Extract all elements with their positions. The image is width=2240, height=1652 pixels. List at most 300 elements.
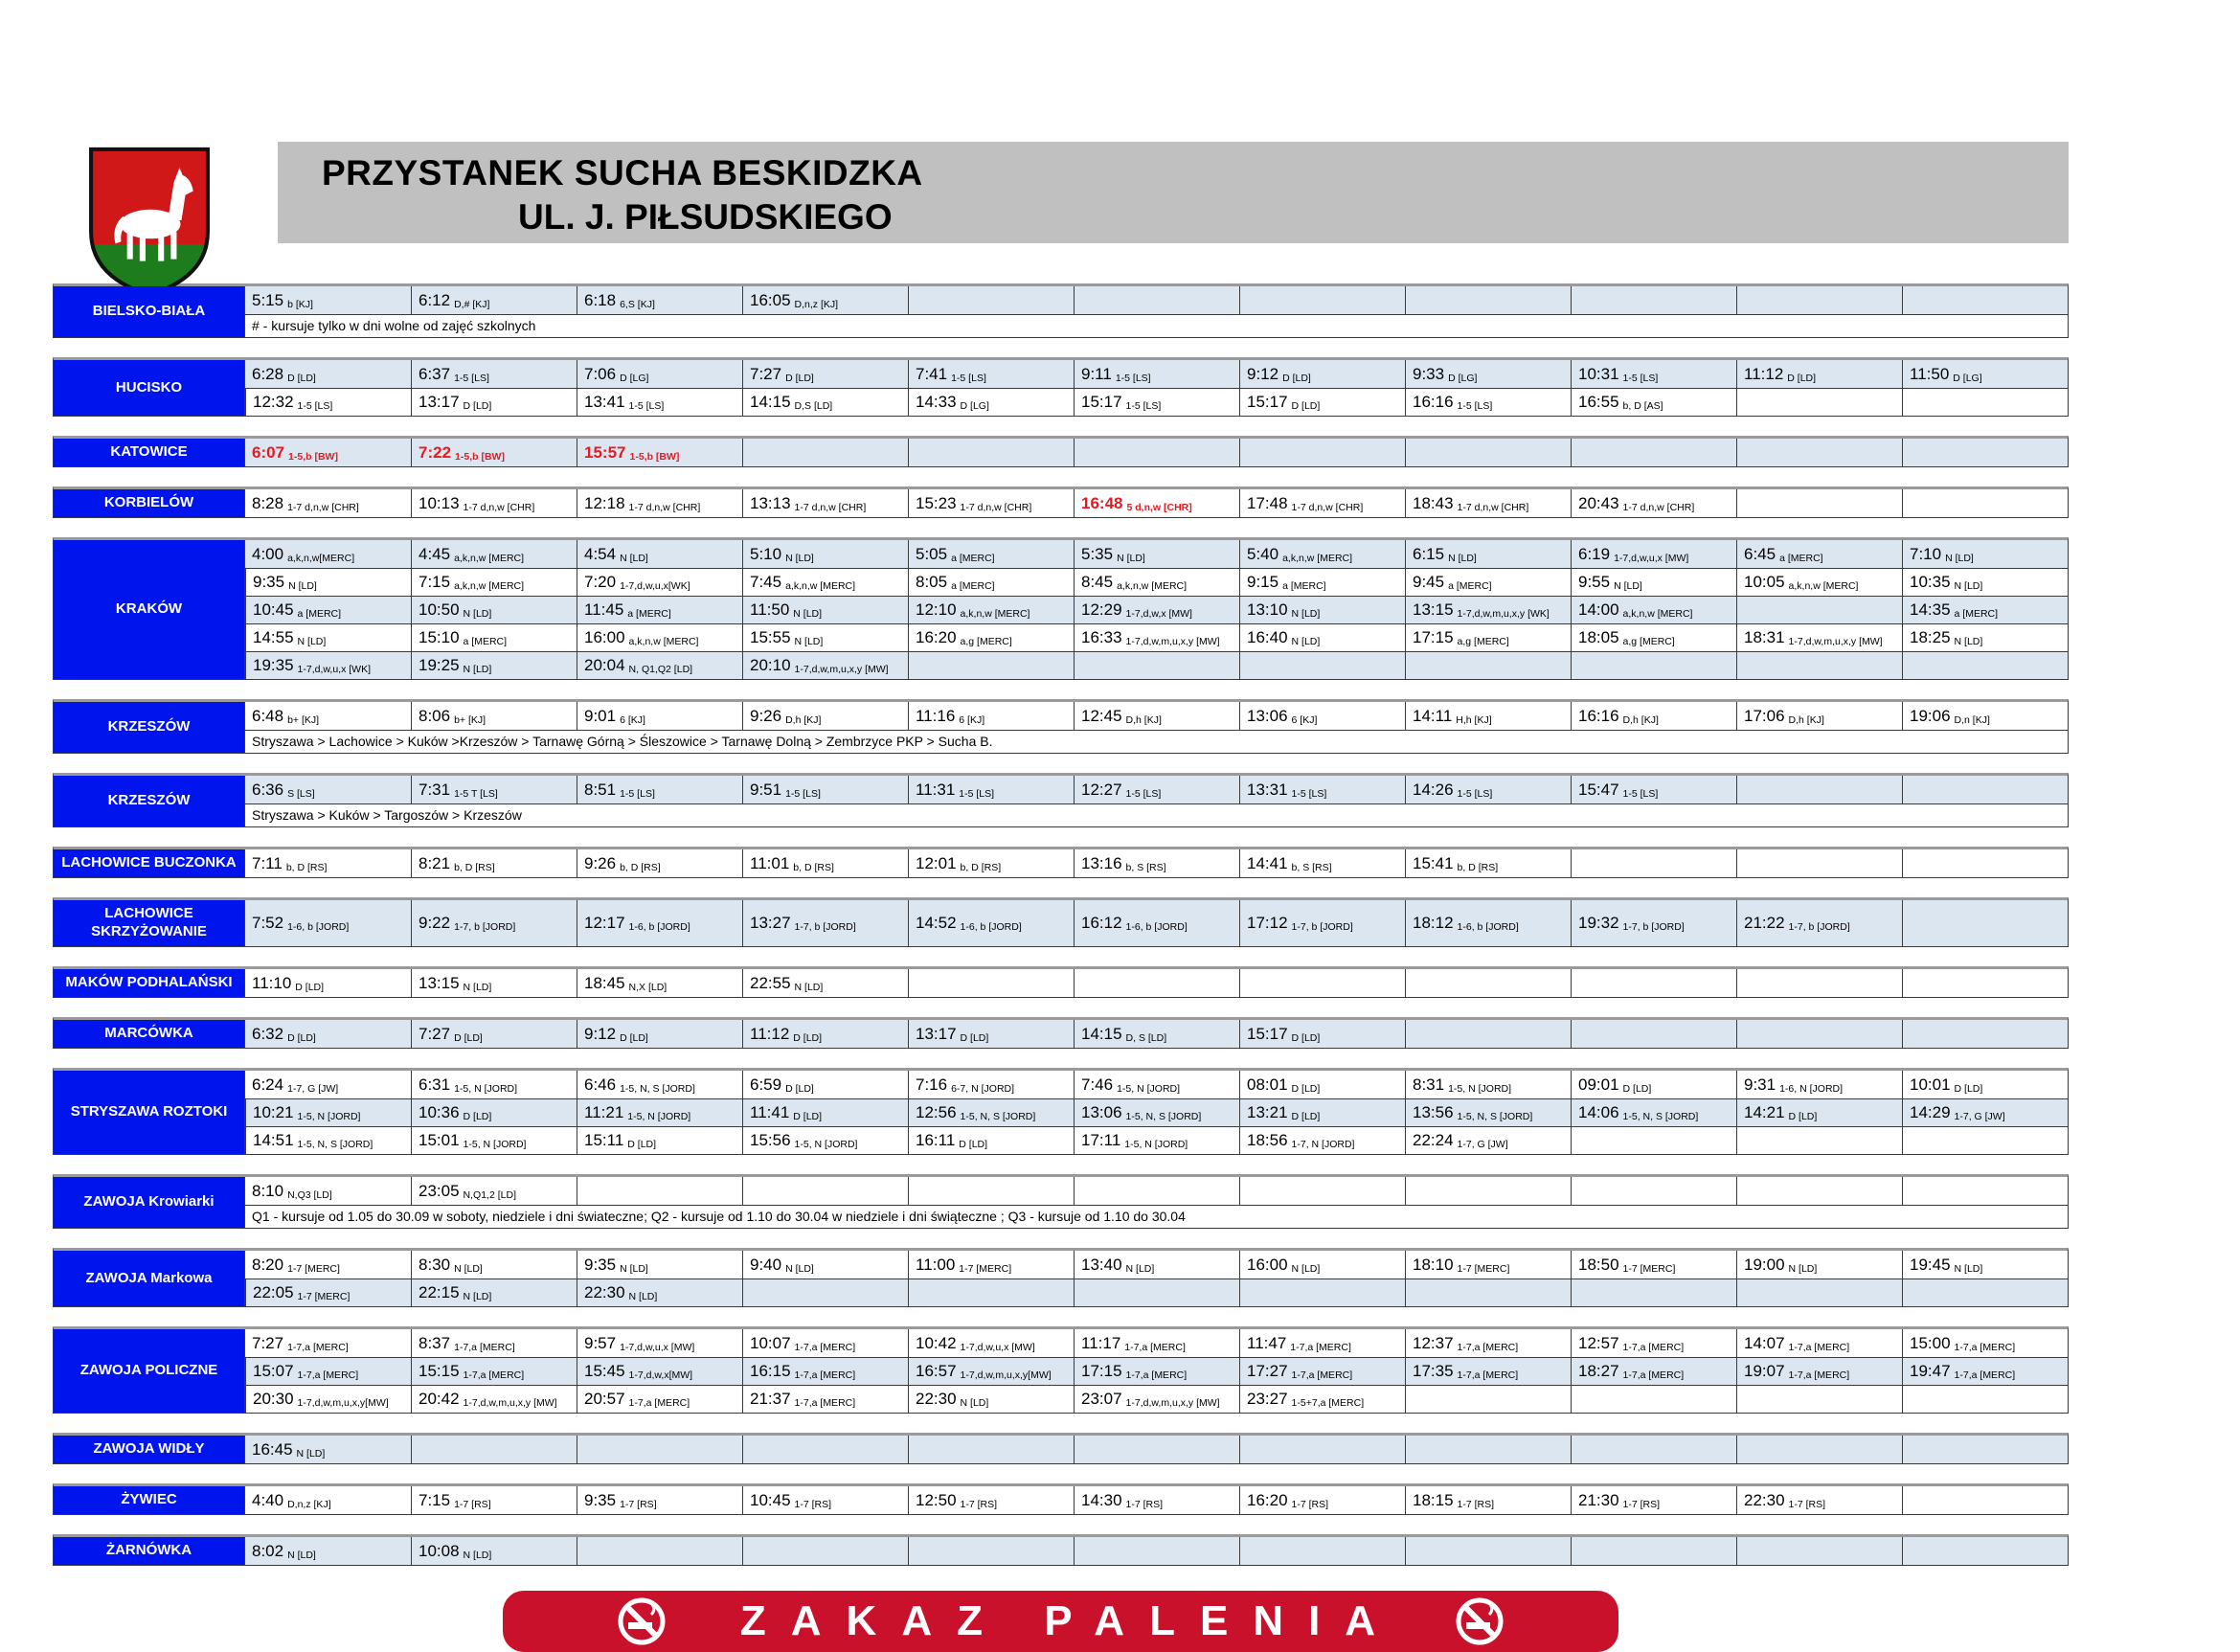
departure-code: a,k,n,w [MERC]: [454, 580, 525, 592]
departure-time: 5:10: [750, 544, 782, 563]
time-cell: [1736, 1357, 1902, 1385]
time-cell: [742, 900, 908, 946]
time-cell: [245, 1251, 411, 1279]
time-cell: [742, 540, 908, 568]
time-cell: [908, 1177, 1074, 1205]
time-cell: [1571, 1385, 1736, 1413]
time-cell: [1405, 776, 1571, 803]
departure-code: a,k,n,w [MERC]: [1788, 580, 1859, 592]
departure-code: 1-7,d,w,m,u,x,y [MW]: [1125, 1397, 1220, 1409]
departure-time: 21:37: [750, 1390, 791, 1408]
time-cell: [908, 1436, 1074, 1463]
departure-time: 14:35: [1910, 600, 1951, 619]
departure-time: 18:12: [1413, 914, 1454, 932]
departure-time: 12:45: [1081, 706, 1122, 725]
time-cell: [1405, 489, 1571, 517]
departure-code: 1-7,a [MERC]: [1954, 1341, 2016, 1353]
time-cell: [742, 439, 908, 466]
departure-time: 12:50: [916, 1490, 957, 1509]
time-cell: [577, 1385, 742, 1413]
departure-time: 7:22: [419, 442, 452, 462]
departure-code: 1-5, N [JORD]: [297, 1111, 361, 1122]
departure-time: 13:16: [1081, 853, 1122, 872]
departure-time: 9:11: [1081, 364, 1112, 383]
departure-code: N [LD]: [794, 636, 824, 647]
departure-code: 1-7,d,w,u,x [WK]: [297, 664, 371, 675]
departure-code: 1-7, b [JORD]: [454, 921, 516, 933]
departure-code: 1-5, N [JORD]: [463, 1139, 527, 1150]
departure-time: 6:45: [1744, 544, 1776, 563]
departure-time: 13:21: [1247, 1103, 1288, 1121]
time-cell: [1074, 360, 1239, 388]
time-cell: [1736, 1279, 1902, 1306]
departure-time: 11:47: [1247, 1333, 1287, 1352]
departure-time: 13:06: [1081, 1103, 1122, 1121]
time-cell: [577, 439, 742, 466]
departure-time: 19:07: [1744, 1362, 1785, 1380]
departure-code: 1-7,a [MERC]: [1788, 1369, 1850, 1381]
departure-time: 14:15: [750, 393, 791, 411]
departure-code: D [LD]: [1282, 372, 1311, 384]
departure-time: 11:21: [584, 1103, 624, 1121]
departure-code: D,h [KJ]: [1125, 713, 1162, 726]
departure-time: 15:47: [1578, 780, 1619, 799]
departure-time: 16:05: [750, 290, 791, 309]
departure-code: S [LS]: [287, 787, 315, 800]
departure-code: N [LD]: [288, 580, 317, 592]
destination-label: LACHOWICE SKRZYŻOWANIE: [54, 900, 245, 946]
time-cell: [1405, 1385, 1571, 1413]
time-cell: [577, 1329, 742, 1357]
departure-code: 1-7 [MERC]: [1457, 1262, 1510, 1275]
timetable-grid: [53, 1174, 2069, 1229]
departure-time: 14:30: [1081, 1490, 1122, 1509]
departure-time: 14:51: [253, 1131, 294, 1149]
departure-time: 11:17: [1081, 1333, 1121, 1352]
departure-code: 1-7,d,w,m,u,x,y [MW]: [1125, 636, 1220, 647]
departure-code: 1-5 [LS]: [785, 787, 821, 800]
time-cell: [742, 1357, 908, 1385]
time-cell: [411, 1071, 577, 1098]
time-cell: [908, 596, 1074, 623]
departure-code: N,X [LD]: [628, 981, 667, 993]
time-cell: [1239, 1251, 1405, 1279]
departure-code: D [LD]: [959, 1139, 988, 1150]
departure-code: 1-7,d,w,x[MW]: [628, 1369, 693, 1381]
departure-code: 1-7,a [MERC]: [794, 1397, 856, 1409]
time-cell: [1571, 1126, 1736, 1154]
departure-time: 7:27: [252, 1333, 284, 1352]
departure-time: 13:17: [419, 393, 460, 411]
departure-time: 19:47: [1910, 1362, 1951, 1380]
time-cell: [908, 1020, 1074, 1048]
departure-code: D [LD]: [1291, 1082, 1321, 1095]
departure-code: N [LD]: [1614, 580, 1642, 592]
time-cell: [1902, 439, 2068, 466]
time-cell: [1074, 540, 1239, 568]
departure-time: 9:57: [584, 1333, 617, 1352]
departure-time: 10:08: [419, 1541, 460, 1560]
departure-time: 6:07: [252, 442, 285, 462]
time-cell: [245, 1385, 411, 1413]
departure-time: 13:27: [750, 914, 791, 932]
departure-time: 6:37: [419, 364, 451, 383]
time-cell: [742, 1486, 908, 1514]
time-cell: [1736, 286, 1902, 314]
departure-time: 11:12: [750, 1024, 790, 1043]
departure-time: 13:15: [419, 973, 460, 992]
departure-time: 16:20: [1247, 1490, 1288, 1509]
time-cell: [1405, 1537, 1571, 1565]
time-cell: [411, 702, 577, 730]
departure-time: 15:55: [750, 628, 791, 646]
departure-time: 14:41: [1247, 853, 1288, 872]
departure-code: 1-5, N, S [JORD]: [1622, 1111, 1699, 1122]
time-cell: [1571, 388, 1736, 416]
departure-time: 17:06: [1744, 706, 1785, 725]
time-cell: [245, 286, 411, 314]
departure-time: 18:50: [1578, 1255, 1619, 1274]
departure-code: 1-7 [MERC]: [297, 1291, 351, 1302]
time-cell: [908, 623, 1074, 651]
departure-code: 1-5 [LS]: [628, 400, 665, 412]
time-cell: [1736, 1329, 1902, 1357]
destination-label: HUCISKO: [54, 360, 245, 416]
departure-time: 20:43: [1578, 493, 1619, 512]
departure-code: 1-7 d,n,w [CHR]: [794, 501, 867, 513]
departure-time: 16:48: [1081, 493, 1123, 512]
departure-code: D [LD]: [793, 1031, 823, 1044]
time-cell: [245, 1020, 411, 1048]
section-arn-wka: [53, 1534, 2069, 1566]
departure-time: 16:55: [1578, 393, 1619, 411]
departure-time: 5:35: [1081, 544, 1114, 563]
departure-time: 9:35: [253, 573, 285, 591]
departure-code: N [LD]: [1954, 580, 1983, 592]
time-cell: [577, 568, 742, 596]
departure-time: 8:28: [252, 493, 284, 512]
time-cell: [1405, 702, 1571, 730]
departure-time: 16:15: [750, 1362, 791, 1380]
time-cell: [1571, 568, 1736, 596]
time-cell: [742, 596, 908, 623]
section-zawoja-krowiarki: [53, 1174, 2069, 1229]
departure-code: D,n,z [KJ]: [794, 298, 839, 310]
departure-code: N [LD]: [296, 1447, 326, 1460]
departure-code: D [LD]: [1291, 400, 1321, 412]
departure-code: b+ [KJ]: [454, 713, 486, 726]
departure-time: 14:21: [1744, 1103, 1785, 1121]
departure-code: a [MERC]: [1448, 580, 1492, 592]
title-banner: [278, 142, 2069, 243]
time-cell: [1571, 540, 1736, 568]
time-cell: [1902, 286, 2068, 314]
time-cell: [1074, 286, 1239, 314]
departure-code: b, D [RS]: [285, 861, 328, 873]
departure-code: a [MERC]: [463, 636, 508, 647]
departure-code: 1-7 d,n,w [CHR]: [1457, 501, 1529, 513]
departure-time: 16:16: [1578, 706, 1619, 725]
time-cell: [1405, 1279, 1571, 1306]
departure-code: 1-7, G [JW]: [1457, 1139, 1508, 1150]
time-cell: [1239, 1357, 1405, 1385]
time-cell: [245, 489, 411, 517]
time-cell: [1074, 623, 1239, 651]
departure-time: 9:15: [1247, 573, 1279, 591]
departure-code: 1-5, N, S [JORD]: [960, 1111, 1036, 1122]
departure-time: 14:29: [1910, 1103, 1951, 1121]
time-cell: [1239, 849, 1405, 877]
departure-time: 10:01: [1910, 1075, 1951, 1094]
departure-code: 1-7,d,w,m,u,x,y [MW]: [794, 664, 889, 675]
departure-code: D,S [LD]: [794, 400, 833, 412]
timetable-grid: [53, 487, 2069, 518]
departure-code: 1-5+7,a [MERC]: [1291, 1397, 1365, 1409]
departure-code: N [LD]: [793, 608, 823, 620]
departure-code: 1-5 [LS]: [1622, 787, 1659, 800]
departure-code: N [LD]: [1448, 552, 1477, 564]
section-hucisko: [53, 357, 2069, 417]
departure-time: 5:40: [1247, 544, 1279, 563]
departure-code: 1-7 [MERC]: [287, 1262, 340, 1275]
departure-time: 7:06: [584, 364, 617, 383]
time-cell: [908, 1126, 1074, 1154]
time-cell: [742, 623, 908, 651]
time-cell: [1405, 969, 1571, 997]
departure-code: 1-5,b [BW]: [288, 450, 338, 463]
time-cell: [1405, 1071, 1571, 1098]
time-cell: [1074, 388, 1239, 416]
time-cell: [908, 388, 1074, 416]
departure-code: a [MERC]: [627, 608, 671, 620]
departure-code: 1-5 [LS]: [1457, 400, 1493, 412]
departure-code: 1-7,a [MERC]: [463, 1369, 525, 1381]
departure-code: 1-7, G [JW]: [287, 1082, 339, 1095]
time-cell: [1902, 568, 2068, 596]
departure-code: D [LG]: [620, 372, 649, 384]
departure-code: N [LD]: [463, 608, 492, 620]
departure-code: b, D [RS]: [793, 861, 834, 873]
departure-time: 6:12: [419, 290, 451, 309]
timetable-grid: [53, 283, 2069, 338]
time-cell: [1074, 651, 1239, 679]
departure-code: 1-5, N, S [JORD]: [297, 1139, 373, 1150]
timetable-grid: [53, 897, 2069, 947]
time-cell: [742, 1098, 908, 1126]
departure-code: D,h [KJ]: [1622, 713, 1659, 726]
departure-time: 14:00: [1578, 600, 1619, 619]
departure-time: 15:23: [916, 493, 957, 512]
departure-time: 10:13: [419, 493, 460, 512]
timetable-grid: [53, 537, 2069, 680]
departure-time: 18:45: [584, 973, 625, 992]
departure-code: 1-5, N [JORD]: [627, 1111, 691, 1122]
time-cell: [1405, 568, 1571, 596]
time-cell: [411, 286, 577, 314]
departure-code: 1-7,a [MERC]: [1457, 1369, 1519, 1381]
time-cell: [411, 596, 577, 623]
departure-code: a,k,n,w [MERC]: [628, 636, 699, 647]
departure-code: 1-7,d,w,m,u,x,y [MW]: [463, 1397, 557, 1409]
departure-time: 9:12: [1247, 364, 1279, 383]
departure-time: 8:10: [252, 1181, 284, 1200]
departure-code: D,n,z [KJ]: [287, 1498, 331, 1510]
departure-time: 8:31: [1413, 1075, 1445, 1094]
time-cell: [1571, 1279, 1736, 1306]
departure-code: 1-5 [LS]: [1622, 372, 1659, 384]
time-cell: [1736, 1071, 1902, 1098]
departure-time: 11:00: [916, 1255, 956, 1274]
departure-time: 16:45: [252, 1439, 293, 1459]
departure-code: b, D [RS]: [454, 861, 495, 873]
destination-label: KRZESZÓW: [54, 776, 245, 826]
departure-code: 1-7 [RS]: [794, 1498, 832, 1510]
departure-time: 10:07: [750, 1333, 791, 1352]
section-zawoja-wid-y: [53, 1433, 2069, 1464]
time-cell: [1074, 849, 1239, 877]
departure-code: N, Q1,Q2 [LD]: [628, 664, 693, 675]
destination-label: ZAWOJA Markowa: [54, 1251, 245, 1306]
time-cell: [1902, 1329, 2068, 1357]
departure-time: 22:30: [1744, 1490, 1785, 1509]
departure-time: 08:01: [1247, 1075, 1288, 1094]
time-cell: [1736, 1486, 1902, 1514]
departure-time: 13:10: [1247, 600, 1288, 619]
time-cell: [1405, 1251, 1571, 1279]
departure-code: 1-7,a [MERC]: [1954, 1369, 2016, 1381]
time-cell: [742, 360, 908, 388]
departure-time: 15:00: [1910, 1333, 1951, 1352]
departure-time: 5:05: [916, 544, 948, 563]
departure-time: 13:17: [916, 1024, 957, 1043]
departure-code: 6,S [KJ]: [620, 298, 655, 310]
time-cell: [411, 969, 577, 997]
section-katowice: [53, 436, 2069, 467]
time-cell: [1405, 1486, 1571, 1514]
departure-time: 10:42: [916, 1333, 957, 1352]
departure-code: b, D [RS]: [620, 861, 661, 873]
time-cell: [908, 702, 1074, 730]
time-cell: [1074, 1251, 1239, 1279]
time-cell: [1239, 702, 1405, 730]
departure-code: N [LD]: [287, 1549, 316, 1561]
time-cell: [1571, 702, 1736, 730]
departure-time: 18:10: [1413, 1255, 1454, 1274]
time-cell: [1571, 439, 1736, 466]
time-cell: [1239, 360, 1405, 388]
time-cell: [1902, 1020, 2068, 1048]
departure-code: 1-5, N, S [JORD]: [1457, 1111, 1533, 1122]
destination-label: ZAWOJA POLICZNE: [54, 1329, 245, 1413]
time-cell: [411, 623, 577, 651]
departure-code: 1-7 d,n,w [CHR]: [463, 501, 535, 513]
time-cell: [1405, 651, 1571, 679]
departure-code: N [LD]: [1117, 552, 1145, 564]
destination-label: LACHOWICE BUCZONKA: [54, 849, 245, 877]
departure-time: 14:52: [916, 914, 957, 932]
departure-time: 7:16: [916, 1075, 948, 1094]
departure-time: 20:57: [584, 1390, 625, 1408]
departure-code: N [LD]: [463, 1549, 492, 1561]
departure-code: N [LD]: [1954, 636, 1983, 647]
time-cell: [411, 489, 577, 517]
time-cell: [1736, 1177, 1902, 1205]
section-lachowice-skrzy-owanie: [53, 897, 2069, 947]
departure-time: 7:20: [584, 573, 617, 591]
time-cell: [1239, 1177, 1405, 1205]
section-note: Stryszawa > Kuków > Targoszów > Krzeszów: [245, 803, 2068, 826]
departure-code: 1-7,a [MERC]: [1125, 1369, 1188, 1381]
departure-code: 1-7, b [JORD]: [794, 921, 856, 933]
departure-code: 1-5,b [BW]: [629, 450, 680, 463]
departure-time: 7:45: [750, 573, 782, 591]
departure-time: 9:33: [1413, 364, 1445, 383]
departure-time: 13:31: [1247, 780, 1288, 799]
time-cell: [742, 388, 908, 416]
departure-time: 10:45: [253, 600, 294, 619]
time-cell: [1239, 388, 1405, 416]
time-cell: [577, 702, 742, 730]
time-cell: [742, 776, 908, 803]
departure-time: 16:20: [916, 628, 957, 646]
departure-code: a [MERC]: [297, 608, 342, 620]
departure-time: 8:20: [252, 1255, 284, 1274]
departure-code: N [LD]: [463, 981, 492, 993]
departure-time: 6:19: [1578, 544, 1611, 563]
timetable-grid: [53, 773, 2069, 827]
departure-code: N [LD]: [620, 1262, 648, 1275]
time-cell: [1074, 1385, 1239, 1413]
departure-time: 19:35: [253, 656, 294, 674]
departure-code: 1-7,a [MERC]: [794, 1341, 856, 1353]
departure-time: 17:12: [1247, 914, 1288, 932]
time-cell: [245, 596, 411, 623]
departure-code: 1-5, N [JORD]: [794, 1139, 858, 1150]
time-cell: [245, 776, 411, 803]
time-cell: [245, 1537, 411, 1565]
departure-code: 1-7,a [MERC]: [1290, 1341, 1351, 1353]
departure-time: 12:27: [1081, 780, 1122, 799]
departure-code: 1-7,a [MERC]: [1788, 1341, 1850, 1353]
departure-code: D [LD]: [627, 1139, 657, 1150]
time-cell: [1902, 596, 2068, 623]
departure-time: 18:27: [1578, 1362, 1619, 1380]
time-cell: [245, 623, 411, 651]
departure-time: 14:15: [1081, 1024, 1122, 1043]
departure-time: 4:54: [584, 544, 617, 563]
time-cell: [1902, 623, 2068, 651]
time-cell: [908, 776, 1074, 803]
departure-code: 1-7 [RS]: [960, 1498, 998, 1510]
time-cell: [1902, 1177, 2068, 1205]
departure-code: 1-5, N [JORD]: [1124, 1139, 1188, 1150]
departure-code: a,k,n,w [MERC]: [454, 552, 525, 564]
no-smoking-icon: [1454, 1595, 1505, 1647]
time-cell: [1736, 540, 1902, 568]
departure-code: 1-7 [RS]: [1125, 1498, 1164, 1510]
departure-code: 1-7,a [MERC]: [628, 1397, 690, 1409]
departure-time: 9:12: [584, 1024, 617, 1043]
time-cell: [908, 439, 1074, 466]
time-cell: [1405, 1098, 1571, 1126]
departure-code: 1-5 [LS]: [297, 400, 333, 412]
departure-code: a,k,n,w [MERC]: [1282, 552, 1353, 564]
departure-time: 14:26: [1413, 780, 1454, 799]
time-cell: [1074, 1329, 1239, 1357]
timetable-grid: [53, 1326, 2069, 1414]
destination-label: KRAKÓW: [54, 540, 245, 679]
departure-time: 7:15: [419, 573, 451, 591]
